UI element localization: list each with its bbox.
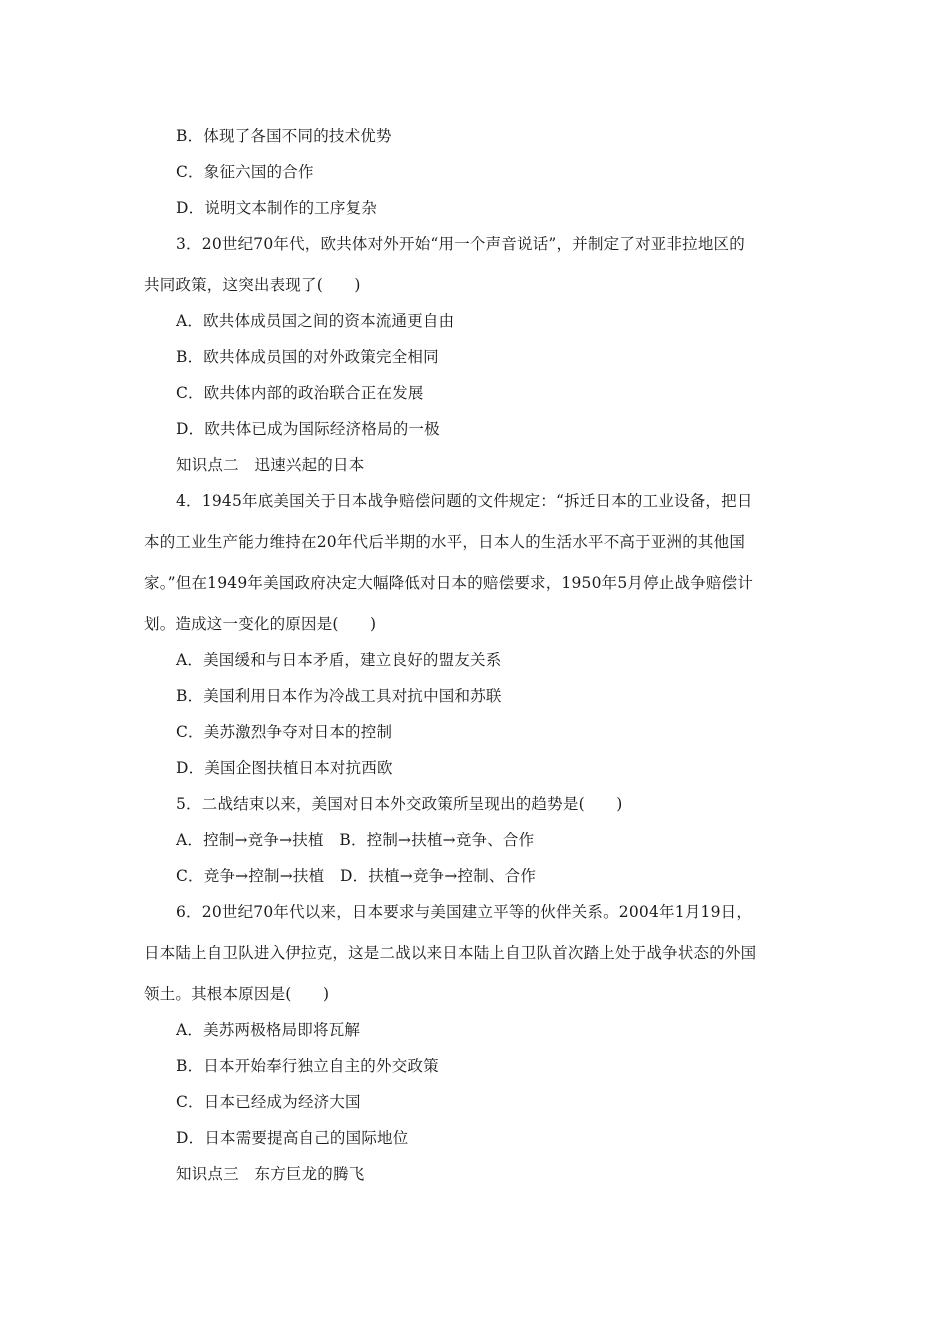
q6-option-c: C．日本已经成为经济大国	[176, 1093, 361, 1111]
section-heading-2: 知识点二 迅速兴起的日本	[176, 456, 365, 474]
q6-option-b: B．日本开始奉行独立自主的外交政策	[176, 1057, 439, 1075]
q6-stem-line-1: 6．20世纪70年代以来，日本要求与美国建立平等的伙伴关系。2004年1月19日，	[176, 903, 753, 921]
q4-stem-line-3: 家。”但在1949年美国政府决定大幅降低对日本的赔偿要求，1950年5月停止战争赔偿计	[144, 574, 754, 592]
q4-stem-line-1: 4．1945年底美国关于日本战争赔偿问题的文件规定：“拆迁日本的工业设备，把日	[176, 492, 753, 510]
q3-option-d: D．欧共体已成为国际经济格局的一极	[176, 420, 440, 438]
q2-option-c: C．象征六国的合作	[176, 163, 314, 181]
section-heading-3: 知识点三 东方巨龙的腾飞	[176, 1165, 365, 1183]
q5-stem: 5．二战结束以来，美国对日本外交政策所呈现出的趋势是( )	[176, 795, 623, 813]
q2-option-b: B．体现了各国不同的技术优势	[176, 127, 392, 145]
q4-stem-line-2: 本的工业生产能力维持在20年代后半期的水平，日本人的生活水平不高于亚洲的其他国	[144, 533, 746, 551]
q6-option-a: A．美苏两极格局即将瓦解	[176, 1021, 361, 1039]
q4-option-d: D．美国企图扶植日本对抗西欧	[176, 759, 393, 777]
q3-option-a: A．欧共体成员国之间的资本流通更自由	[176, 312, 455, 330]
q3-option-b: B．欧共体成员国的对外政策完全相同	[176, 348, 439, 366]
q4-option-a: A．美国缓和与日本矛盾，建立良好的盟友关系	[176, 651, 502, 669]
q3-option-c: C．欧共体内部的政治联合正在发展	[176, 384, 424, 402]
q4-option-c: C．美苏激烈争夺对日本的控制	[176, 723, 393, 741]
q3-stem-line-2: 共同政策，这突出表现了( )	[144, 276, 361, 294]
q3-stem-line-1: 3．20世纪70年代，欧共体对外开始“用一个声音说话”，并制定了对亚非拉地区的	[176, 235, 745, 253]
q5-options-line-1: A．控制→竞争→扶植 B．控制→扶植→竞争、合作	[176, 831, 535, 849]
q4-stem-line-4: 划。造成这一变化的原因是( )	[144, 615, 377, 633]
q6-option-d: D．日本需要提高自己的国际地位	[176, 1129, 409, 1147]
q2-option-d: D．说明文本制作的工序复杂	[176, 199, 378, 217]
q6-stem-line-2: 日本陆上自卫队进入伊拉克，这是二战以来日本陆上自卫队首次踏上处于战争状态的外国	[144, 944, 757, 962]
q6-stem-line-3: 领土。其根本原因是( )	[144, 985, 330, 1003]
q4-option-b: B．美国利用日本作为冷战工具对抗中国和苏联	[176, 687, 502, 705]
q5-options-line-2: C．竞争→控制→扶植 D．扶植→竞争→控制、合作	[176, 867, 537, 885]
